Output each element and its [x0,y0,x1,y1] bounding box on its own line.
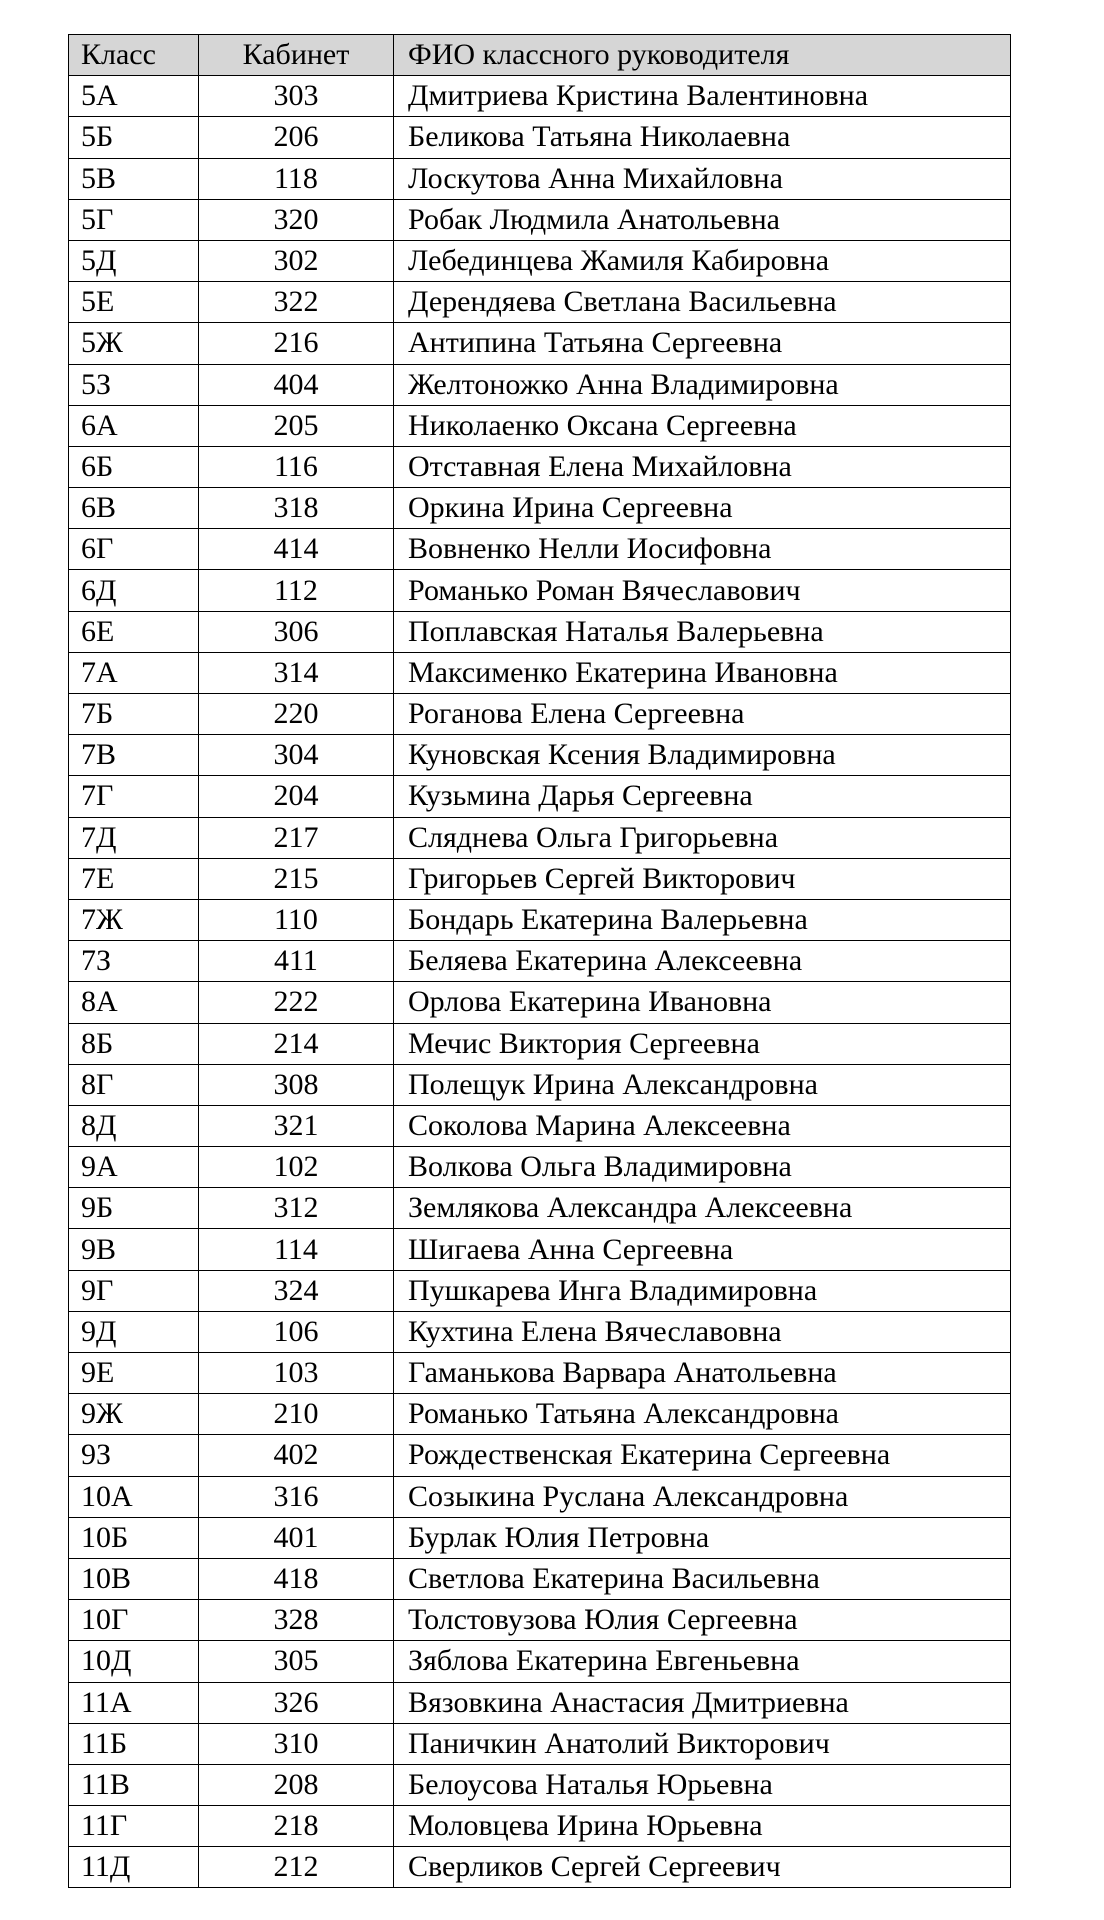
cell-room: 116 [199,446,394,487]
cell-class: 11Б [69,1723,199,1764]
cell-class: 10Г [69,1600,199,1641]
cell-teacher-name: Максименко Екатерина Ивановна [394,652,1011,693]
table-row [69,76,1011,117]
table-row [69,817,1011,858]
table-row [69,570,1011,611]
table-row [69,858,1011,899]
cell-teacher-name: Антипина Татьяна Сергеевна [394,323,1011,364]
cell-teacher-name: Романько Татьяна Александровна [394,1394,1011,1435]
table-row [69,1641,1011,1682]
cell-teacher-name: Шигаева Анна Сергеевна [394,1229,1011,1270]
table-row [69,1229,1011,1270]
cell-teacher-name: Отставная Елена Михайловна [394,446,1011,487]
cell-class: 10Б [69,1517,199,1558]
cell-teacher-name: Гаманькова Варвара Анатольевна [394,1353,1011,1394]
cell-room: 114 [199,1229,394,1270]
table-row [69,117,1011,158]
cell-class: 7Г [69,776,199,817]
table-row [69,364,1011,405]
cell-teacher-name: Пушкарева Инга Владимировна [394,1270,1011,1311]
cell-class: 11Г [69,1806,199,1847]
cell-class: 11Д [69,1847,199,1888]
cell-class: 9А [69,1147,199,1188]
cell-teacher-name: Волкова Ольга Владимировна [394,1147,1011,1188]
cell-room: 326 [199,1682,394,1723]
cell-class: 11В [69,1764,199,1805]
cell-class: 9Ж [69,1394,199,1435]
cell-teacher-name: Лебединцева Жамиля Кабировна [394,240,1011,281]
cell-room: 204 [199,776,394,817]
cell-teacher-name: Дерендяева Светлана Васильевна [394,282,1011,323]
cell-class: 6А [69,405,199,446]
table-row [69,1147,1011,1188]
cell-class: 7Е [69,858,199,899]
cell-teacher-name: Зяблова Екатерина Евгеньевна [394,1641,1011,1682]
table-row [69,1517,1011,1558]
cell-teacher-name: Романько Роман Вячеславович [394,570,1011,611]
table-row [69,1682,1011,1723]
cell-room: 212 [199,1847,394,1888]
cell-room: 304 [199,735,394,776]
cell-teacher-name: Григорьев Сергей Викторович [394,858,1011,899]
cell-room: 206 [199,117,394,158]
cell-room: 303 [199,76,394,117]
cell-teacher-name: Паничкин Анатолий Викторович [394,1723,1011,1764]
cell-teacher-name: Беликова Татьяна Николаевна [394,117,1011,158]
cell-room: 322 [199,282,394,323]
cell-room: 414 [199,529,394,570]
cell-room: 324 [199,1270,394,1311]
table-row [69,652,1011,693]
table-row [69,1023,1011,1064]
table-row [69,1476,1011,1517]
table-row [69,529,1011,570]
table-row [69,941,1011,982]
cell-room: 217 [199,817,394,858]
cell-class: 10Д [69,1641,199,1682]
cell-class: 7Д [69,817,199,858]
cell-room: 401 [199,1517,394,1558]
homeroom-teachers-table-container [68,34,1010,1888]
table-row [69,1311,1011,1352]
cell-class: 5З [69,364,199,405]
table-row [69,1558,1011,1599]
cell-teacher-name: Желтоножко Анна Владимировна [394,364,1011,405]
cell-teacher-name: Беляева Екатерина Алексеевна [394,941,1011,982]
cell-teacher-name: Робак Людмила Анатольевна [394,199,1011,240]
cell-class: 5Д [69,240,199,281]
cell-teacher-name: Моловцева Ирина Юрьевна [394,1806,1011,1847]
cell-room: 216 [199,323,394,364]
cell-room: 402 [199,1435,394,1476]
table-row [69,1435,1011,1476]
cell-class: 5Е [69,282,199,323]
cell-teacher-name: Бондарь Екатерина Валерьевна [394,899,1011,940]
cell-teacher-name: Куновская Ксения Владимировна [394,735,1011,776]
table-row [69,240,1011,281]
cell-class: 6Д [69,570,199,611]
cell-class: 10А [69,1476,199,1517]
cell-room: 110 [199,899,394,940]
cell-class: 9В [69,1229,199,1270]
table-row [69,1600,1011,1641]
table-body [69,76,1011,1888]
cell-room: 305 [199,1641,394,1682]
cell-teacher-name: Лоскутова Анна Михайловна [394,158,1011,199]
table-row [69,1188,1011,1229]
cell-room: 418 [199,1558,394,1599]
cell-class: 5Г [69,199,199,240]
cell-room: 106 [199,1311,394,1352]
table-row [69,199,1011,240]
cell-room: 220 [199,694,394,735]
cell-class: 9Д [69,1311,199,1352]
cell-room: 102 [199,1147,394,1188]
cell-room: 215 [199,858,394,899]
cell-class: 6Б [69,446,199,487]
cell-room: 205 [199,405,394,446]
cell-class: 6Г [69,529,199,570]
cell-class: 7З [69,941,199,982]
cell-teacher-name: Толстовузова Юлия Сергеевна [394,1600,1011,1641]
cell-class: 9Б [69,1188,199,1229]
table-row [69,1064,1011,1105]
cell-room: 308 [199,1064,394,1105]
cell-teacher-name: Сверликов Сергей Сергеевич [394,1847,1011,1888]
cell-room: 112 [199,570,394,611]
header-room: Кабинет [199,35,394,76]
cell-teacher-name: Вовненко Нелли Иосифовна [394,529,1011,570]
cell-room: 214 [199,1023,394,1064]
cell-room: 210 [199,1394,394,1435]
cell-class: 9З [69,1435,199,1476]
cell-room: 103 [199,1353,394,1394]
cell-class: 10В [69,1558,199,1599]
table-row [69,776,1011,817]
cell-room: 328 [199,1600,394,1641]
cell-teacher-name: Мечис Виктория Сергеевна [394,1023,1011,1064]
cell-room: 208 [199,1764,394,1805]
cell-room: 320 [199,199,394,240]
table-row [69,446,1011,487]
header-class: Класс [69,35,199,76]
table-row [69,1723,1011,1764]
cell-teacher-name: Рождественская Екатерина Сергеевна [394,1435,1011,1476]
table-row [69,1105,1011,1146]
table-row [69,611,1011,652]
table-row [69,694,1011,735]
cell-room: 318 [199,488,394,529]
cell-teacher-name: Созыкина Руслана Александровна [394,1476,1011,1517]
cell-room: 316 [199,1476,394,1517]
cell-room: 314 [199,652,394,693]
table-row [69,1806,1011,1847]
cell-class: 7В [69,735,199,776]
table-row [69,1270,1011,1311]
table-row [69,982,1011,1023]
cell-teacher-name: Светлова Екатерина Васильевна [394,1558,1011,1599]
cell-class: 7А [69,652,199,693]
cell-room: 310 [199,1723,394,1764]
cell-teacher-name: Поплавская Наталья Валерьевна [394,611,1011,652]
cell-teacher-name: Оркина Ирина Сергеевна [394,488,1011,529]
table-row [69,1764,1011,1805]
table-row [69,735,1011,776]
cell-class: 8Г [69,1064,199,1105]
cell-teacher-name: Вязовкина Анастасия Дмитриевна [394,1682,1011,1723]
cell-teacher-name: Орлова Екатерина Ивановна [394,982,1011,1023]
cell-teacher-name: Дмитриева Кристина Валентиновна [394,76,1011,117]
cell-room: 118 [199,158,394,199]
cell-class: 6В [69,488,199,529]
cell-teacher-name: Бурлак Юлия Петровна [394,1517,1011,1558]
cell-class: 7Ж [69,899,199,940]
cell-teacher-name: Кузьмина Дарья Сергеевна [394,776,1011,817]
cell-room: 404 [199,364,394,405]
table-row [69,282,1011,323]
cell-class: 8Б [69,1023,199,1064]
cell-teacher-name: Кухтина Елена Вячеславовна [394,1311,1011,1352]
table-header [69,35,1011,76]
cell-class: 5Б [69,117,199,158]
cell-teacher-name: Роганова Елена Сергеевна [394,694,1011,735]
cell-teacher-name: Белоусова Наталья Юрьевна [394,1764,1011,1805]
cell-teacher-name: Сляднева Ольга Григорьевна [394,817,1011,858]
table-row [69,158,1011,199]
table-row [69,1847,1011,1888]
cell-class: 9Г [69,1270,199,1311]
cell-class: 6Е [69,611,199,652]
table-row [69,488,1011,529]
cell-room: 321 [199,1105,394,1146]
table-row [69,899,1011,940]
table-row [69,323,1011,364]
cell-teacher-name: Полещук Ирина Александровна [394,1064,1011,1105]
table-row [69,1353,1011,1394]
cell-class: 8А [69,982,199,1023]
header-teacher-name: ФИО классного руководителя [394,35,1011,76]
homeroom-teachers-table [68,34,1011,1888]
header-row [69,35,1011,76]
cell-teacher-name: Соколова Марина Алексеевна [394,1105,1011,1146]
cell-room: 411 [199,941,394,982]
cell-class: 8Д [69,1105,199,1146]
table-row [69,1394,1011,1435]
cell-class: 5В [69,158,199,199]
cell-teacher-name: Николаенко Оксана Сергеевна [394,405,1011,446]
cell-class: 7Б [69,694,199,735]
table-row [69,405,1011,446]
cell-room: 222 [199,982,394,1023]
cell-room: 302 [199,240,394,281]
cell-class: 5Ж [69,323,199,364]
cell-room: 312 [199,1188,394,1229]
cell-room: 218 [199,1806,394,1847]
cell-room: 306 [199,611,394,652]
cell-teacher-name: Землякова Александра Алексеевна [394,1188,1011,1229]
cell-class: 9Е [69,1353,199,1394]
cell-class: 11А [69,1682,199,1723]
cell-class: 5А [69,76,199,117]
